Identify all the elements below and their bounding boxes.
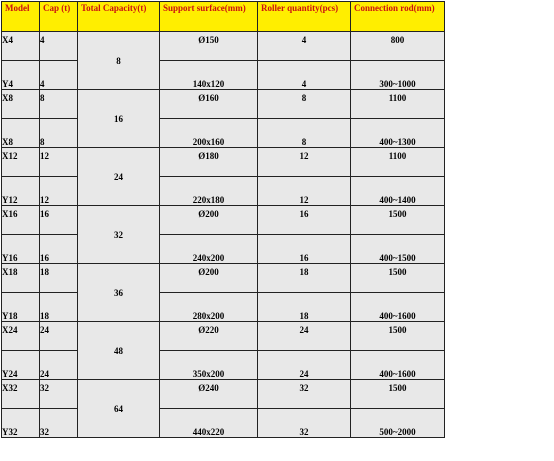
cell-cap: 8 (40, 90, 78, 119)
cell-model: Y18 (2, 293, 40, 322)
header-row (2, 2, 445, 32)
cell-support-surface: Ø150 (160, 32, 258, 61)
cell-support-surface: Ø220 (160, 322, 258, 351)
table-row (2, 264, 445, 293)
table-row (2, 177, 445, 206)
table-row (2, 322, 445, 351)
cell-model: X18 (2, 264, 40, 293)
header-roller-quantity: Roller quantity(pcs) (258, 2, 351, 32)
cell-roller-quantity: 24 (258, 322, 351, 351)
table-row (2, 32, 445, 61)
cell-model: X8 (2, 119, 40, 148)
cell-cap: 24 (40, 351, 78, 380)
header-cap: Cap (t) (40, 2, 78, 32)
header-connection-rod: Connection rod(mm) (351, 2, 445, 32)
cell-support-surface: 220x180 (160, 177, 258, 206)
cell-roller-quantity: 8 (258, 119, 351, 148)
cell-roller-quantity: 8 (258, 90, 351, 119)
cell-model: X32 (2, 380, 40, 409)
cell-connection-rod: 1500 (351, 206, 445, 235)
cell-cap: 16 (40, 235, 78, 264)
cell-total-capacity: 24 (78, 148, 160, 206)
cell-support-surface: 350x200 (160, 351, 258, 380)
cell-roller-quantity: 12 (258, 148, 351, 177)
cell-total-capacity: 48 (78, 322, 160, 380)
table-row (2, 61, 445, 90)
cell-connection-rod: 1500 (351, 264, 445, 293)
cell-roller-quantity: 32 (258, 409, 351, 438)
cell-roller-quantity: 16 (258, 235, 351, 264)
cell-total-capacity: 8 (78, 32, 160, 90)
cell-cap: 18 (40, 264, 78, 293)
cell-roller-quantity: 4 (258, 32, 351, 61)
cell-model: Y24 (2, 351, 40, 380)
cell-support-surface: Ø160 (160, 90, 258, 119)
header-model: Model (2, 2, 40, 32)
cell-cap: 24 (40, 322, 78, 351)
cell-total-capacity: 32 (78, 206, 160, 264)
cell-connection-rod: 1100 (351, 148, 445, 177)
cell-connection-rod: 400~1600 (351, 293, 445, 322)
cell-total-capacity: 16 (78, 90, 160, 148)
cell-model: Y32 (2, 409, 40, 438)
table-row (2, 119, 445, 148)
cell-support-surface: 140x120 (160, 61, 258, 90)
cell-connection-rod: 1100 (351, 90, 445, 119)
cell-model: X12 (2, 148, 40, 177)
table-row (2, 148, 445, 177)
cell-connection-rod: 800 (351, 32, 445, 61)
cell-connection-rod: 1500 (351, 380, 445, 409)
cell-model: Y16 (2, 235, 40, 264)
cell-roller-quantity: 16 (258, 206, 351, 235)
table-row (2, 293, 445, 322)
cell-roller-quantity: 12 (258, 177, 351, 206)
header-total-capacity: Total Capacity(t) (78, 2, 160, 32)
cell-model: X24 (2, 322, 40, 351)
cell-total-capacity: 64 (78, 380, 160, 438)
table-row (2, 235, 445, 264)
cell-total-capacity: 36 (78, 264, 160, 322)
cell-roller-quantity: 24 (258, 351, 351, 380)
cell-connection-rod: 400~1300 (351, 119, 445, 148)
cell-roller-quantity: 18 (258, 264, 351, 293)
table-body (2, 32, 445, 438)
cell-support-surface: 280x200 (160, 293, 258, 322)
cell-connection-rod: 500~2000 (351, 409, 445, 438)
table-row (2, 206, 445, 235)
cell-support-surface: Ø200 (160, 206, 258, 235)
cell-cap: 8 (40, 119, 78, 148)
cell-cap: 12 (40, 177, 78, 206)
cell-model: Y4 (2, 61, 40, 90)
table-row (2, 90, 445, 119)
table-row (2, 351, 445, 380)
cell-connection-rod: 300~1000 (351, 61, 445, 90)
cell-support-surface: 200x160 (160, 119, 258, 148)
spec-table-container (1, 1, 445, 438)
cell-model: X4 (2, 32, 40, 61)
cell-roller-quantity: 32 (258, 380, 351, 409)
cell-connection-rod: 400~1600 (351, 351, 445, 380)
spec-table (1, 1, 445, 438)
cell-cap: 4 (40, 32, 78, 61)
cell-connection-rod: 1500 (351, 322, 445, 351)
cell-model: X16 (2, 206, 40, 235)
cell-cap: 4 (40, 61, 78, 90)
cell-roller-quantity: 4 (258, 61, 351, 90)
cell-cap: 16 (40, 206, 78, 235)
table-row (2, 380, 445, 409)
cell-support-surface: Ø200 (160, 264, 258, 293)
cell-roller-quantity: 18 (258, 293, 351, 322)
cell-support-surface: 240x200 (160, 235, 258, 264)
cell-support-surface: 440x220 (160, 409, 258, 438)
cell-support-surface: Ø240 (160, 380, 258, 409)
cell-cap: 32 (40, 409, 78, 438)
cell-connection-rod: 400~1500 (351, 235, 445, 264)
header-support-surface: Support surface(mm) (160, 2, 258, 32)
cell-cap: 32 (40, 380, 78, 409)
cell-model: Y12 (2, 177, 40, 206)
cell-support-surface: Ø180 (160, 148, 258, 177)
table-row (2, 409, 445, 438)
cell-cap: 12 (40, 148, 78, 177)
cell-connection-rod: 400~1400 (351, 177, 445, 206)
cell-cap: 18 (40, 293, 78, 322)
cell-model: X8 (2, 90, 40, 119)
